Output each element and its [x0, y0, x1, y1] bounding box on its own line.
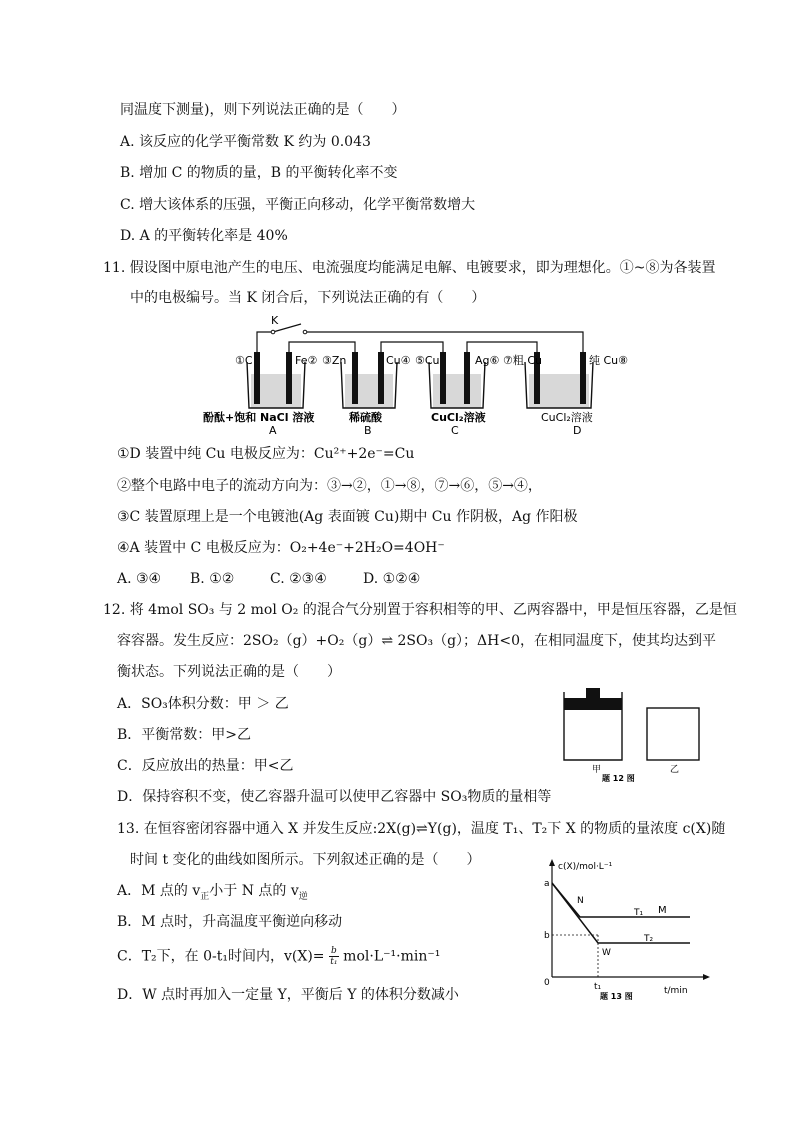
series-t1-label: T₁ — [634, 908, 644, 918]
electrode-1-label: ①C — [235, 354, 253, 367]
q12-stem-line1: 12. 将 4mol SO₃ 与 2 mol O₂ 的混合气分别置于容积相等的甲、乙两容器中，甲是恒压容器，乙是恒 — [103, 602, 737, 618]
q12-stem-line3: 衡状态。下列说法正确的是（ ） — [117, 664, 341, 680]
electrode-6-label: Ag⑥ — [475, 354, 500, 367]
point-n-label: N — [577, 896, 584, 906]
q11-choice-a: A. ③④ — [117, 571, 162, 587]
q13-option-d: D．W 点时再加入一定量 Y，平衡后 Y 的体积分数减小 — [117, 987, 459, 1003]
curve-t1 — [552, 883, 690, 917]
q13-figure-caption: 题 13 图 — [600, 992, 633, 1001]
q12-option-a: A．SO₃体积分数：甲 ＞ 乙 — [117, 696, 289, 712]
a-label: a — [544, 879, 550, 889]
q13-stem-line1: 13. 在恒容密闭容器中通入 X 并发生反应:2X(g)⇌Y(g)，温度 T₁、T₂下 X 的物质的量浓度 c(X)随 — [117, 821, 726, 837]
container-jia-label: 甲 — [592, 765, 602, 775]
origin-label: 0 — [544, 978, 550, 988]
electrode-4-label: Cu④ — [386, 354, 411, 367]
beaker-d-letter: D — [573, 424, 582, 437]
q11-statement-1: ①D 装置中纯 Cu 电极反应为：Cu²⁺+2e⁻=Cu — [117, 446, 415, 462]
y-axis-label: c(X)/mol·L⁻¹ — [558, 862, 613, 872]
electrode-7-label: ⑦粗 Cu — [503, 354, 543, 367]
solution-c-label: CuCl₂溶液 — [431, 411, 486, 424]
q11-statement-2: ②整个电路中电子的流动方向为：③→②，①→⑧，⑦→⑥，⑤→④， — [117, 478, 542, 494]
q10-option-d: D. A 的平衡转化率是 40% — [120, 228, 288, 244]
q13-stem-line2: 时间 t 变化的曲线如图所示。下列叙述正确的是（ ） — [130, 852, 481, 868]
solution-a-label: 酚酞+饱和 NaCl 溶液 — [203, 411, 315, 424]
point-w-label: W — [602, 948, 611, 958]
q10-option-a: A. 该反应的化学平衡常数 K 约为 0.043 — [120, 134, 371, 150]
x-axis-label: t/min — [664, 986, 688, 996]
q11-statement-3: ③C 装置原理上是一个电镀池(Ag 表面镀 Cu)期中 Cu 作阴极，Ag 作阳极 — [117, 509, 578, 525]
container-yi — [647, 708, 699, 760]
q11-stem-line1: 11. 假设图中原电池产生的电压、电流强度均能满足电解、电镀要求，即为理想化。①~⑧为各装置 — [103, 260, 716, 276]
point-m-label: M — [658, 905, 667, 916]
q12-stem-line2: 容容器。发生反应：2SO₂（g）+O₂（g）⇌ 2SO₃（g）；ΔH<0，在相同温度下，使其均达到平 — [117, 633, 717, 649]
q11-statement-4: ④A 装置中 C 电极反应为：O₂+4e⁻+2H₂O=4OH⁻ — [117, 540, 445, 556]
q11-stem-line2: 中的电极编号。当 K 闭合后，下列说法正确的有（ ） — [130, 290, 486, 306]
container-yi-label: 乙 — [670, 765, 680, 775]
series-t2-label: T₂ — [644, 934, 654, 944]
q13-concentration-graph — [530, 855, 710, 1005]
beaker-a-letter: A — [269, 424, 277, 437]
electrode-5-label: ⑤Cu — [415, 354, 440, 367]
electrode-8-label: 纯 Cu⑧ — [589, 354, 629, 367]
q13-option-b: B．M 点时，升高温度平衡逆向移动 — [117, 914, 343, 930]
q10-option-c: C. 增大该体系的压强，平衡正向移动，化学平衡常数增大 — [120, 197, 476, 213]
q11-circuit-diagram — [203, 310, 665, 440]
beaker-c-letter: C — [451, 424, 459, 437]
q11-choice-c: C. ②③④ — [270, 571, 327, 587]
q12-container-figure — [558, 686, 708, 786]
q12-option-c: C．反应放出的热量：甲<乙 — [117, 758, 294, 774]
q12-option-d: D．保持容积不变，使乙容器升温可以使甲乙容器中 SO₃物质的量相等 — [117, 789, 552, 805]
t1-tick-label: t₁ — [594, 982, 602, 992]
solution-d-label: CuCl₂溶液 — [541, 411, 593, 424]
q11-choice-d: D. ①②④ — [363, 571, 421, 587]
beaker-b-letter: B — [364, 424, 372, 437]
q10-option-b: B. 增加 C 的物质的量，B 的平衡转化率不变 — [120, 165, 398, 181]
q13-option-a: A．M 点的 $v_正$小于 N 点的 $v_逆$ — [117, 883, 308, 902]
container-jia-piston-handle — [586, 688, 600, 698]
q12-figure-caption: 题 12 图 — [602, 774, 635, 783]
b-label: b — [544, 931, 550, 941]
electrode-2-label: Fe② — [295, 354, 318, 367]
curve-t2 — [552, 883, 690, 943]
q11-choice-b: B. ①② — [190, 571, 235, 587]
q10-stem-tail: 同温度下测量)，则下列说法正确的是（ ） — [120, 102, 406, 118]
container-jia-piston — [564, 698, 622, 710]
solution-b-label: 稀硫酸 — [349, 411, 382, 424]
circuit-wire-top — [257, 332, 273, 352]
q12-option-b: B．平衡常数：甲>乙 — [117, 727, 252, 743]
q13-option-c: C．T₂下，在 0-t₁时间内，v(X)= $\frac{b}{\text{t₁}}$ mol·L⁻¹·min⁻¹ — [117, 946, 441, 967]
switch-k-label: K — [271, 314, 279, 327]
electrode-3-label: ③Zn — [322, 354, 347, 367]
